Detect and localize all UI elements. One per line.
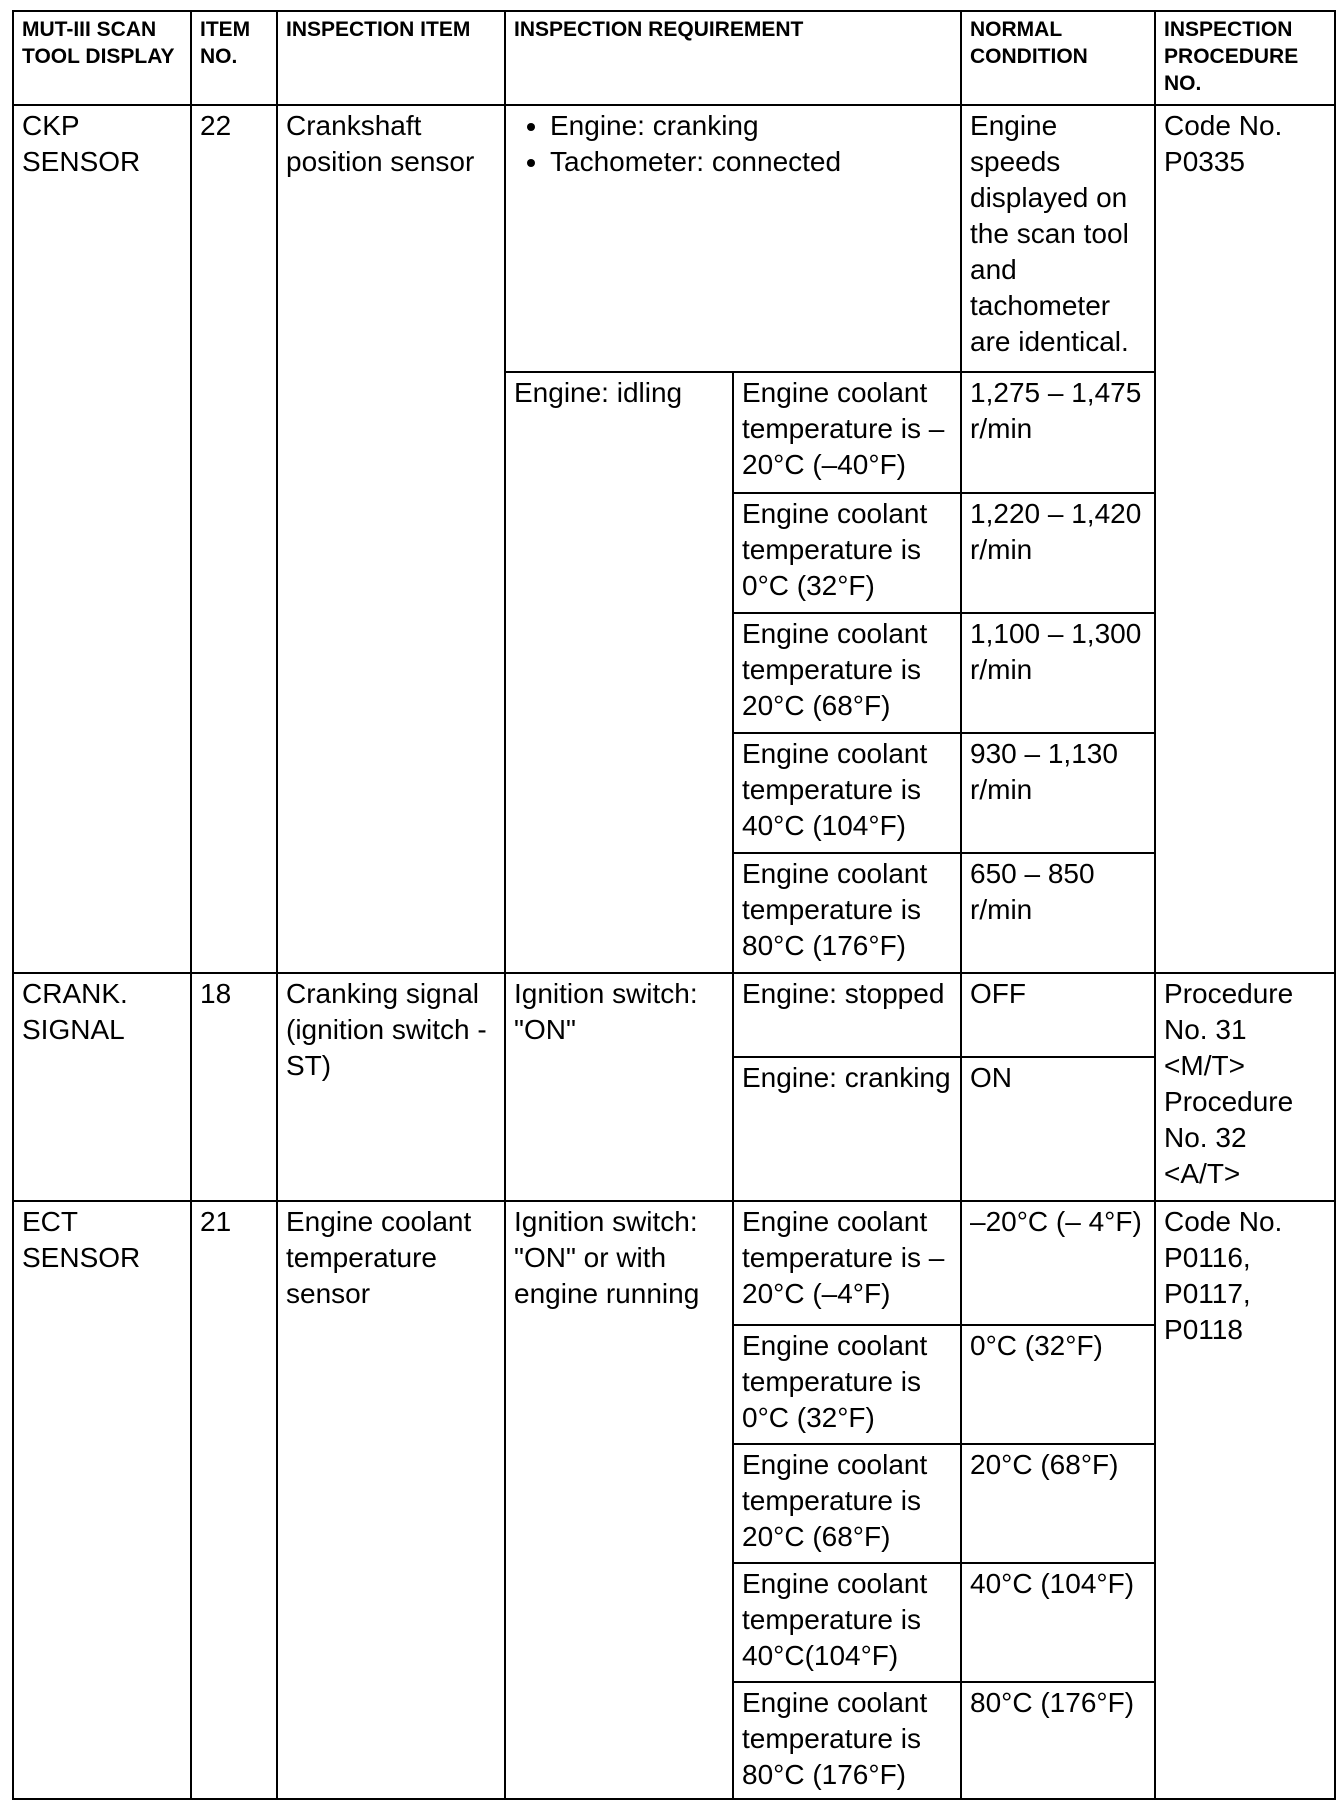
- ect-display: ECT SENSOR: [13, 1201, 191, 1799]
- condition-cell: Engine: stopped: [733, 973, 961, 1057]
- crank-procedure: [1155, 973, 1335, 1201]
- header-procedure-no: INSPECTION PROCEDURE NO.: [1155, 11, 1335, 105]
- condition-cell: Engine coolant temperature is 0°C (32°F): [733, 493, 961, 613]
- condition-cell: Engine coolant temperature is 0°C (32°F): [733, 1325, 961, 1444]
- crank-requirement: Ignition switch: "ON": [505, 973, 733, 1201]
- normal-cell: 80°C (176°F): [961, 1682, 1155, 1799]
- ect-item: Engine coolant temperature sensor: [277, 1201, 505, 1799]
- condition-cell: Engine coolant temperature is 20°C (68°F): [733, 1444, 961, 1563]
- normal-cell: 1,275 – 1,475 r/min: [961, 372, 1155, 493]
- ect-item-no: 21: [191, 1201, 277, 1799]
- crank-display: CRANK. SIGNAL: [13, 973, 191, 1201]
- ckp-cranking-condition: Engine speeds displayed on the scan tool and tachometer are identical.: [961, 105, 1155, 372]
- ckp-item-no: 22: [191, 105, 277, 973]
- header-normal-condition: NORMAL CONDITION: [961, 11, 1155, 105]
- condition-cell: Engine coolant temperature is –20°C (–4°F): [733, 1201, 961, 1325]
- table-row: [13, 105, 1335, 372]
- ckp-display: CKP SENSOR: [13, 105, 191, 973]
- header-scan-tool-display: MUT-III SCAN TOOL DISPLAY: [13, 11, 191, 105]
- table-row: [13, 973, 1335, 1057]
- condition-cell: Engine: cranking: [733, 1057, 961, 1201]
- ect-procedure: Code No. P0116, P0117, P0118: [1155, 1201, 1335, 1799]
- normal-cell: OFF: [961, 973, 1155, 1057]
- normal-cell: 930 – 1,130 r/min: [961, 733, 1155, 853]
- condition-cell: Engine coolant temperature is 20°C (68°F): [733, 613, 961, 733]
- normal-cell: 20°C (68°F): [961, 1444, 1155, 1563]
- list-item: • Tachometer: connected: [550, 144, 952, 180]
- normal-cell: 0°C (32°F): [961, 1325, 1155, 1444]
- condition-cell: Engine coolant temperature is –20°C (–40°F): [733, 372, 961, 493]
- header-row: [13, 11, 1335, 105]
- normal-cell: 1,100 – 1,300 r/min: [961, 613, 1155, 733]
- list-item: • Engine: cranking: [550, 108, 952, 144]
- condition-cell: Engine coolant temperature is 80°C (176°F): [733, 1682, 961, 1799]
- normal-cell: 40°C (104°F): [961, 1563, 1155, 1682]
- procedure-line: Procedure No. 32 <A/T>: [1164, 1086, 1294, 1189]
- condition-cell: Engine coolant temperature is 80°C (176°F): [733, 853, 961, 973]
- ckp-procedure: Code No. P0335: [1155, 105, 1335, 973]
- crank-item-no: 18: [191, 973, 277, 1201]
- normal-cell: 650 – 850 r/min: [961, 853, 1155, 973]
- header-inspection-item: INSPECTION ITEM: [277, 11, 505, 105]
- header-inspection-requirement: INSPECTION REQUIREMENT: [505, 11, 961, 105]
- condition-cell: Engine coolant temperature is 40°C(104°F): [733, 1563, 961, 1682]
- condition-cell: Engine coolant temperature is 40°C (104°F): [733, 733, 961, 853]
- procedure-line: Procedure No. 31 <M/T>: [1164, 978, 1294, 1081]
- inspection-table: [12, 10, 1336, 1800]
- table-row: [13, 1201, 1335, 1325]
- requirement-list: [514, 108, 952, 180]
- ect-requirement: Ignition switch: "ON" or with engine running: [505, 1201, 733, 1799]
- header-item-no: ITEM NO.: [191, 11, 277, 105]
- normal-cell: 1,220 – 1,420 r/min: [961, 493, 1155, 613]
- ckp-item: Crankshaft position sensor: [277, 105, 505, 973]
- ckp-requirement: [505, 105, 961, 372]
- crank-item: Cranking signal (ignition switch - ST): [277, 973, 505, 1201]
- normal-cell: –20°C (– 4°F): [961, 1201, 1155, 1325]
- ckp-idle-requirement: Engine: idling: [505, 372, 733, 973]
- normal-cell: ON: [961, 1057, 1155, 1201]
